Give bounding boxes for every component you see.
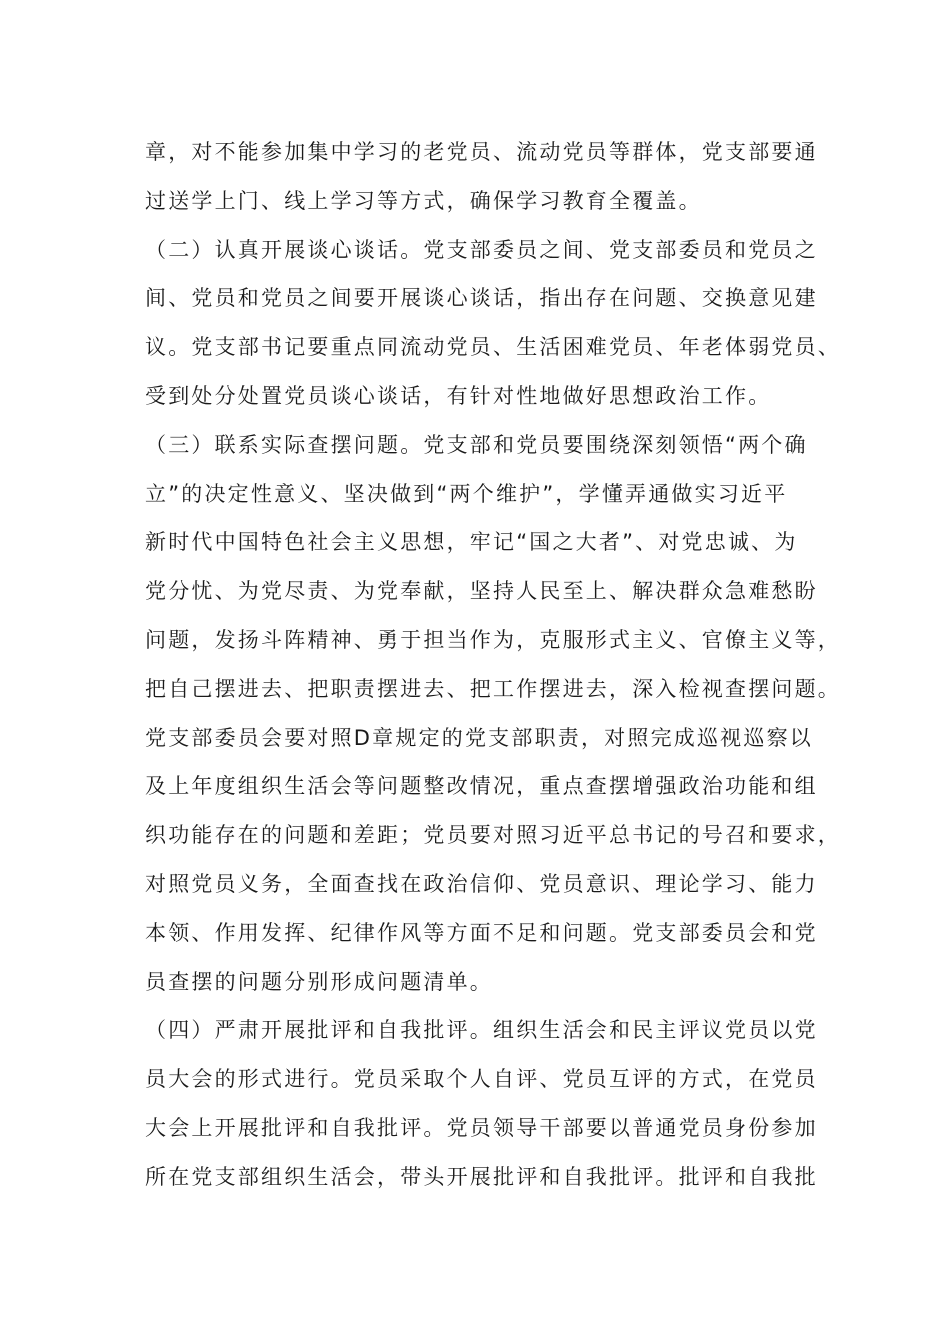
body-text bbox=[145, 128, 841, 1202]
text-line: （二）认真开展谈心谈话。党支部委员之间、党支部委员和党员之 bbox=[145, 237, 818, 262]
text-line: 员查摆的问题分别形成问题清单。 bbox=[145, 969, 493, 994]
text-line: 党分忧、为党尽责、为党奉献，坚持人民至上、解决群众急难愁盼 bbox=[145, 579, 818, 604]
text-line: 新时代中国特色社会主义思想，牢记“国之大者”、对党忠诚、为 bbox=[145, 530, 798, 555]
text-line: 员大会的形式进行。党员采取个人自评、党员互评的方式，在党员 bbox=[145, 1067, 818, 1092]
text-line: 间、党员和党员之间要开展谈心谈话，指出存在问题、交换意见建 bbox=[145, 286, 818, 311]
text-line: 及上年度组织生活会等问题整改情况，重点查摆增强政治功能和组 bbox=[145, 774, 818, 799]
text-line: 立”的决定性意义、坚决做到“两个维护”，学懂弄通做实习近平 bbox=[145, 481, 788, 506]
text-line: 受到处分处置党员谈心谈话，有针对性地做好思想政治工作。 bbox=[145, 383, 772, 408]
text-line: 所在党支部组织生活会，带头开展批评和自我批评。批评和自我批 bbox=[145, 1164, 818, 1189]
text-line: 对照党员义务，全面查找在政治信仰、党员意识、理论学习、能力 bbox=[145, 871, 818, 896]
text-line: 织功能存在的问题和差距；党员要对照习近平总书记的号召和要求， bbox=[145, 823, 841, 848]
text-line: 党支部委员会要对照D章规定的党支部职责，对照完成巡视巡察以 bbox=[145, 725, 813, 750]
text-line: 议。党支部书记要重点同流动党员、生活困难党员、年老体弱党员、 bbox=[145, 335, 841, 360]
text-line: 问题，发扬斗阵精神、勇于担当作为，克服形式主义、官僚主义等， bbox=[145, 627, 841, 652]
text-line: 大会上开展批评和自我批评。党员领导干部要以普通党员身份参加 bbox=[145, 1115, 818, 1140]
text-line: （三）联系实际查摆问题。党支部和党员要围绕深刻领悟“两个确 bbox=[145, 432, 808, 457]
text-line: 章，对不能参加集中学习的老党员、流动党员等群体，党支部要通 bbox=[145, 140, 818, 164]
text-line: （四）严肃开展批评和自我批评。组织生活会和民主评议党员以党 bbox=[145, 1018, 818, 1043]
text-line: 把自己摆进去、把职责摆进去、把工作摆进去，深入检视查摆问题。 bbox=[145, 676, 841, 701]
text-line: 过送学上门、线上学习等方式，确保学习教育全覆盖。 bbox=[145, 188, 702, 213]
text-line: 本领、作用发挥、纪律作风等方面不足和问题。党支部委员会和党 bbox=[145, 920, 818, 945]
